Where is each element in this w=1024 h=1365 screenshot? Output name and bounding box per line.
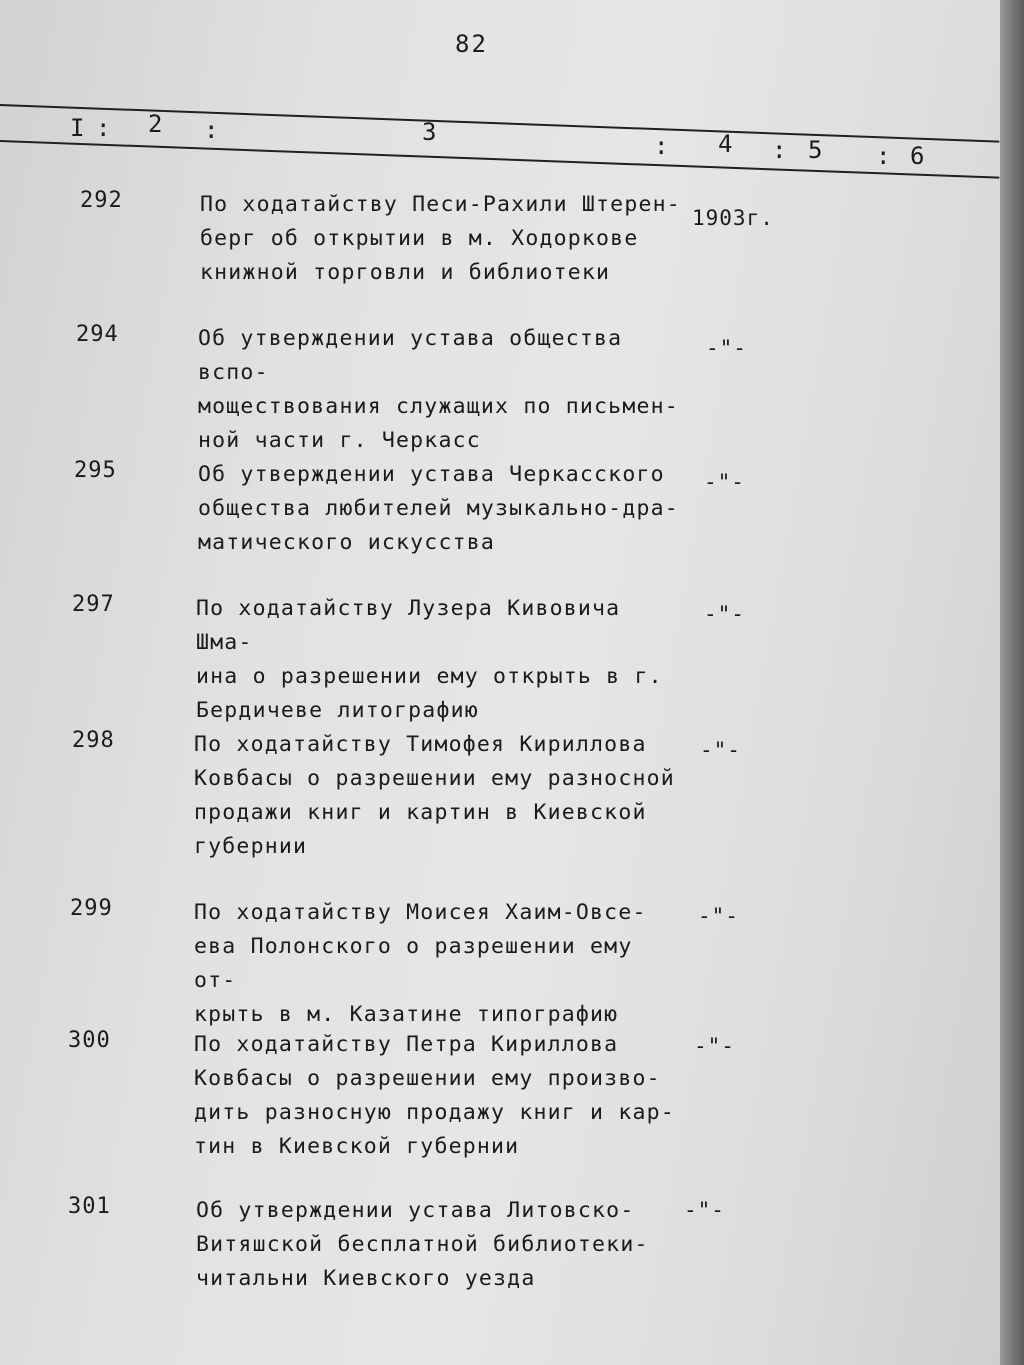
row-number: 295 <box>74 458 117 483</box>
row-year: -"- <box>704 602 745 626</box>
row-number: 292 <box>80 188 123 213</box>
row-year: -"- <box>694 1034 735 1058</box>
row-number: 299 <box>70 896 113 921</box>
column-separator: : <box>96 114 111 142</box>
column-separator: : <box>772 136 787 164</box>
row-title: По ходатайству Песи-Рахили Штерен- берг об открытии в м. Ходоркове книжной торговли и библиотеки <box>200 192 681 285</box>
row-title: По ходатайству Лузера Кивовича Шма- ина о разрешении ему открыть в г. Бердичеве литографию <box>196 596 663 723</box>
column-header-2: 2 <box>148 110 163 138</box>
column-header-1: I <box>70 114 85 142</box>
page-number: 82 <box>455 30 488 58</box>
row-title: По ходатайству Моисея Хаим-Овсе- ева Полонского о разрешении ему от- крыть в м. Казатине типографию <box>194 900 647 1027</box>
column-header-6: 6 <box>910 142 925 170</box>
row-year: -"- <box>704 470 745 494</box>
header-bottom-rule <box>0 140 999 179</box>
row-year: -"- <box>684 1198 725 1222</box>
row-number: 297 <box>72 592 115 617</box>
row-number: 300 <box>68 1028 111 1053</box>
row-number: 294 <box>76 322 119 347</box>
column-header-4: 4 <box>718 130 733 158</box>
column-header-5: 5 <box>808 136 823 164</box>
column-separator: : <box>876 142 891 170</box>
page-edge-shadow <box>1000 0 1024 1365</box>
row-number: 301 <box>68 1194 111 1219</box>
column-separator: : <box>654 132 669 160</box>
row-title: Об утверждении устава общества вспо- моществования служащих по письмен- ной части г. Черкасс <box>198 326 679 453</box>
row-year: -"- <box>698 904 739 928</box>
row-title: По ходатайству Тимофея Кириллова Ковбасы о разрешении ему разносной продажи книг и картин в Киевской губернии <box>194 732 675 859</box>
column-separator: : <box>204 116 219 144</box>
row-title: Об утверждении устава Черкасского общества любителей музыкально-дра- матического искусства <box>198 462 679 555</box>
row-year: -"- <box>700 738 741 762</box>
row-year: 1903г. <box>692 206 774 230</box>
row-title: Об утверждении устава Литовско- Витяшской бесплатной библиотеки- читальни Киевского уезда <box>196 1198 649 1291</box>
row-number: 298 <box>72 728 115 753</box>
row-year: -"- <box>706 336 747 360</box>
column-header-3: 3 <box>422 118 437 146</box>
row-title: По ходатайству Петра Кириллова Ковбасы о разрешении ему произво- дить разносную продажу книг и кар- тин в Киевской губернии <box>194 1032 675 1159</box>
